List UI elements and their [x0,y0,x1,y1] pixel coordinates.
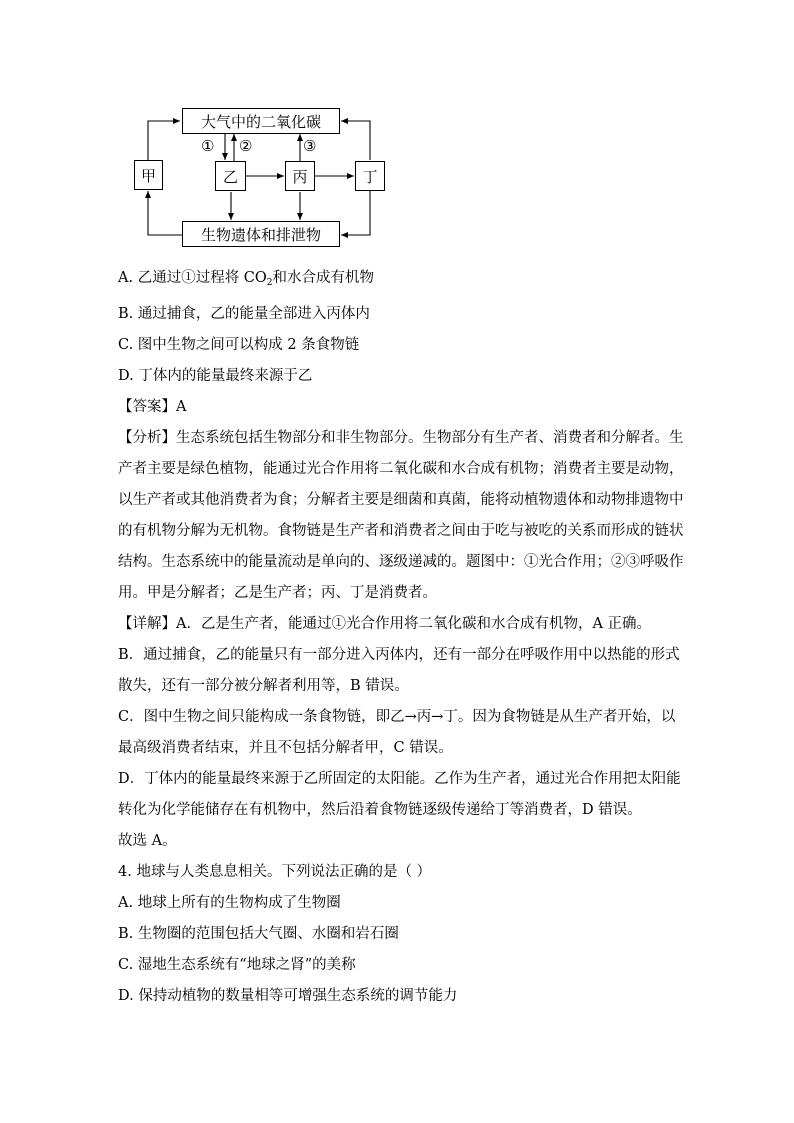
analysis-line: 结构。生态系统中的能量流动是单向的、逐级递减的。题图中：①光合作用；②③呼吸作 [118,554,684,570]
detail-line: C．图中生物之间只能构成一条食物链，即乙→丙→丁。因为食物链是从生产者开始，以 [118,709,676,725]
label-1: ① [201,137,215,155]
question4-stem: 4. 地球与人类息息相关。下列说法正确的是（ ） [118,864,432,880]
question3-block [118,263,684,1012]
arrow-remains-to-jia [148,191,182,235]
node-ding: 丁 [355,161,385,191]
analysis-line: 产者主要是绿色植物，能通过光合作用将二氧化碳和水合成有机物；消费者主要是动物， [118,461,684,477]
carbon-cycle-diagram [120,98,410,258]
analysis-line: 【分析】生态系统包括生物部分和非生物部分。生物部分有生产者、消费者和分解者。生 [118,430,684,446]
analysis-line: 以生产者或其他消费者为食；分解者主要是细菌和真菌，能将动植物遗体和动物排遗物中 [118,492,684,508]
q4-option-d: D. 保持动植物的数量相等可增强生态系统的调节能力 [118,988,458,1004]
node-bing: 丙 [285,161,315,191]
q4-option-b: B. 生物圈的范围包括大气圈、水圈和岩石圈 [118,926,399,942]
detail-line: D．丁体内的能量最终来源于乙所固定的太阳能。乙作为生产者，通过光合作用把太阳能 [118,771,681,787]
arrow-ding-to-co2 [341,121,370,160]
arrow-jia-to-co2 [148,121,180,160]
q4-option-c: C. 湿地生态系统有“地球之肾”的美称 [118,957,356,973]
option-a: A. 乙通过①过程将 $CO_2$和水合成有机物 [118,270,375,288]
node-yi: 乙 [215,161,246,191]
node-jia: 甲 [134,160,163,190]
detail-line: B．通过捕食，乙的能量只有一部分进入丙体内，还有一部分在呼吸作用中以热能的形式 [118,647,680,663]
label-3: ③ [303,137,317,155]
q4-option-a: A. 地球上所有的生物构成了生物圈 [118,895,341,911]
option-b: B. 通过捕食，乙的能量全部进入丙体内 [118,306,370,322]
detail-line: 最高级消费者结束，并且不包括分解者甲，C 错误。 [118,740,453,756]
option-d: D. 丁体内的能量最终来源于乙 [118,368,313,384]
arrow-ding-to-remains [341,191,370,235]
remains-box: 生物遗体和排泄物 [182,221,340,247]
co2-box: 大气中的二氧化碳 [182,108,340,134]
detail-line: 散失，还有一部分被分解者利用等，B 错误。 [118,678,409,694]
answer: 【答案】A [118,399,187,415]
final-choice: 故选 A。 [118,833,177,849]
label-2: ② [239,137,253,155]
analysis-line: 的有机物分解为无机物。食物链是生产者和消费者之间由于吃与被吃的关系而形成的链状 [118,523,684,539]
option-c: C. 图中生物之间可以构成 2 条食物链 [118,337,360,353]
analysis-line: 用。甲是分解者；乙是生产者；丙、丁是消费者。 [118,585,437,601]
detail-line: 转化为化学能储存在有机物中，然后沿着食物链逐级传递给丁等消费者，D 错误。 [118,802,642,818]
detail-line: 【详解】A．乙是生产者，能通过①光合作用将二氧化碳和水合成有机物，A 正确。 [118,616,652,632]
